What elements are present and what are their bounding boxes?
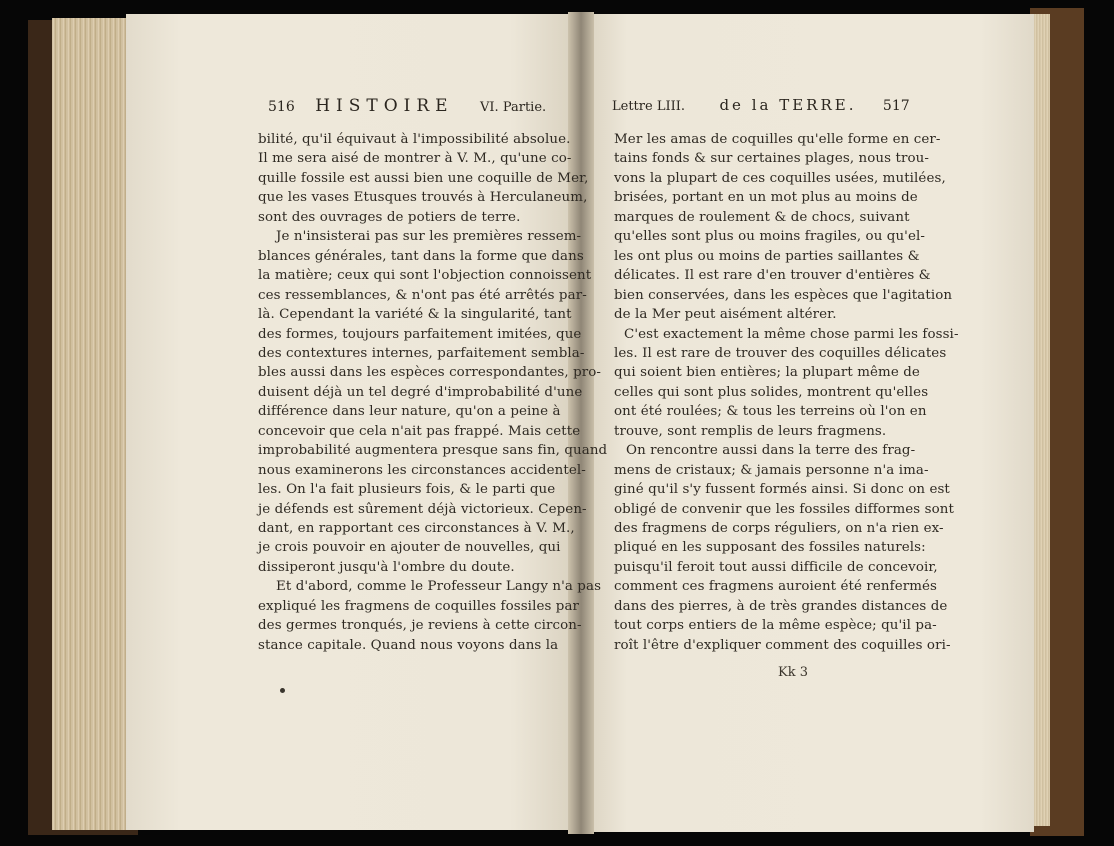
text-line: expliqué les fragmens de coquilles fossiles par [258,598,580,614]
right-page-edges [1034,14,1050,826]
text-line: de la Mer peut aisément altérer. [614,307,837,323]
left-page-number: 516 [268,99,295,115]
right-letter-label: Lettre LIII. [612,99,685,114]
text-line: dans des pierres, à de très grandes distances de [614,598,948,614]
signature-mark: Kk 3 [778,665,808,680]
right-running-head [612,96,910,114]
text-line: bien conservées, dans les espèces que l'agitation [614,287,953,303]
left-running-title: HISTOIRE [315,96,454,116]
text-line: vons la plupart de ces coquilles usées, mutilées, [614,170,946,186]
text-line: blances générales, tant dans la forme que dans [258,248,584,264]
left-page-edges [52,18,134,830]
text-line: que les vases Etusques trouvés à Herculaneum, [258,190,588,206]
text-line: nous examinerons les circonstances accidentel- [258,462,586,478]
text-line: bles aussi dans les espèces correspondantes, pro- [258,365,602,381]
text-line: dant, en rapportant ces circonstances à V. M., [258,521,575,536]
left-running-head [268,96,546,116]
text-line: bilité, qu'il équivaut à l'impossibilité absolue. [258,132,571,147]
text-line: des germes tronqués, je reviens à cette circon- [258,618,582,634]
text-line: tains fonds & sur certaines plages, nous trou- [614,151,929,167]
text-line: là. Cependant la variété & la singularité, tant [258,307,572,323]
text-line: comment ces fragmens auroient été renfermés [614,579,938,595]
text-line: qu'elles sont plus ou moins fragiles, ou qu'el- [614,229,925,245]
text-line: improbabilité augmentera presque sans fin, quand [258,443,608,459]
text-line: je défends est sûrement déjà victorieux. Cepen- [258,501,587,517]
text-line: je crois pouvoir en ajouter de nouvelles, qui [258,540,561,556]
text-line: brisées, portant en un mot plus au moins de [614,190,918,206]
text-line: la matière; ceux qui sont l'objection connoissent [258,268,592,284]
text-line: ces ressemblances, & n'ont pas été arrêtés par- [258,287,587,303]
text-line: dissiperont jusqu'à l'ombre du doute. [258,559,515,575]
text-line: ont été roulées; & tous les terreins où l'on en [614,404,927,420]
text-line: duisent déjà un tel degré d'improbabilité d'une [258,384,583,400]
left-part-label: VI. Partie. [480,100,547,115]
text-line: des formes, toujours parfaitement imitées, que [258,326,582,342]
text-line: marques de roulement & de chocs, suivant [614,209,910,225]
text-line: obligé de convenir que les fossiles difformes sont [614,501,954,517]
text-line: mens de cristaux; & jamais personne n'a ima- [614,462,929,478]
text-line: puisqu'il feroit tout aussi difficile de concevoir, [614,559,938,575]
text-line: les. On l'a fait plusieurs fois, & le parti que [258,482,556,498]
text-line: les ont plus ou moins de parties saillantes & [614,248,920,264]
text-line: Et d'abord, comme le Professeur Langy n'a pas [276,579,602,595]
text-line: délicates. Il est rare d'en trouver d'entières & [614,268,931,284]
text-line: sont des ouvrages de potiers de terre. [258,209,521,225]
text-line: Je n'insisterai pas sur les premières ressem- [276,229,582,245]
text-line: On rencontre aussi dans la terre des frag- [626,443,916,459]
ink-spot [280,688,285,693]
text-line: quille fossile est aussi bien une coquille de Mer, [258,170,589,186]
text-line: stance capitale. Quand nous voyons dans la [258,637,559,653]
text-line: des contextures internes, parfaitement sembla- [258,345,585,361]
text-line: qui soient bien entières; la plupart même de [614,365,920,381]
text-line: Il me sera aisé de montrer à V. M., qu'une co- [258,151,572,167]
text-line: tout corps entiers de la même espèce; qu'il pa- [614,618,937,634]
right-running-title: de la TERRE. [719,96,857,114]
text-line: Mer les amas de coquilles qu'elle forme en cer- [614,132,941,147]
text-line: concevoir que cela n'ait pas frappé. Mais cette [258,423,581,439]
right-page-number: 517 [882,98,910,114]
text-line: pliqué en les supposant des fossiles naturels: [614,540,926,556]
text-line: trouve, sont remplis de leurs fragmens. [614,423,887,439]
text-line: C'est exactement la même chose parmi les fossi- [624,326,959,342]
text-line: giné qu'il s'y fussent formés ainsi. Si donc on est [614,482,950,498]
text-line: roît l'être d'expliquer comment des coquilles ori- [614,637,951,653]
text-line: différence dans leur nature, qu'on a peine à [258,404,561,420]
text-line: celles qui sont plus solides, montrent qu'elles [614,384,929,400]
text-line: les. Il est rare de trouver des coquilles délicates [614,345,947,361]
text-line: des fragmens de corps réguliers, on n'a rien ex- [614,521,944,536]
